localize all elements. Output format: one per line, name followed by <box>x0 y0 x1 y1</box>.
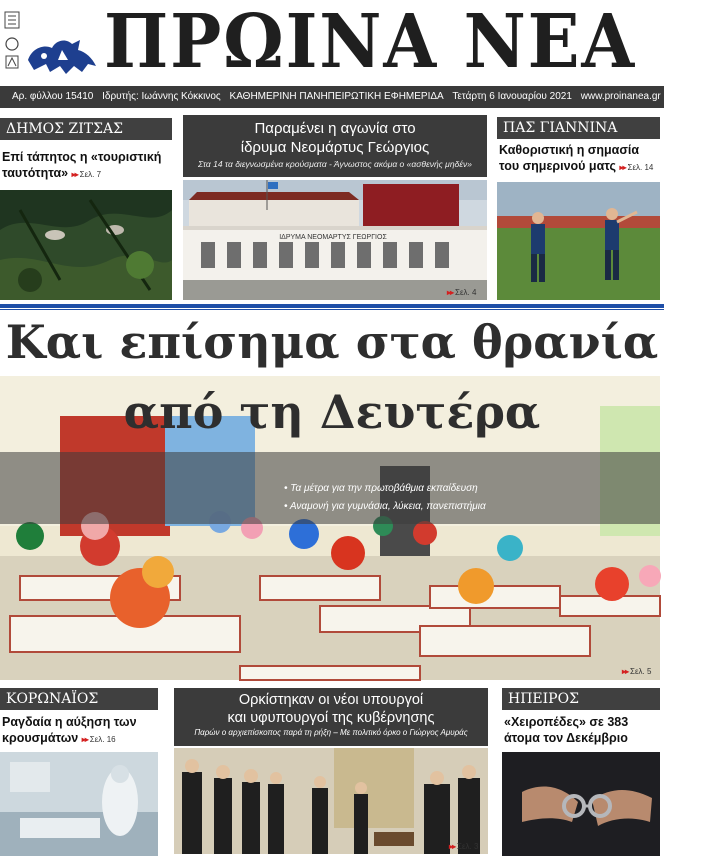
story-header-neomartys[interactable] <box>183 115 487 177</box>
bullet-item: • Τα μέτρα για την πρωτοβάθμια εκπαίδευση <box>284 480 584 498</box>
photo-swearing-in <box>174 748 488 854</box>
headline-line-1: Παραμένει η αγωνία στο <box>254 120 416 137</box>
masthead-info-bar <box>0 86 695 108</box>
page-ref: ▸▸ Σελ. 7 <box>71 170 102 179</box>
divider-rule <box>0 304 664 308</box>
page-ref-neomartys: ▸▸ Σελ. 4 <box>447 288 477 297</box>
photo-neomartys-building <box>183 180 487 300</box>
story-headline-pas[interactable] <box>499 142 662 176</box>
story-headline-zitsa[interactable] <box>2 149 172 183</box>
page-ref: ▸▸ Σελ. 14 <box>619 163 654 172</box>
story-subhead: Στα 14 τα διεγνωσμένα κρούσματα - Άγνωστος ακόμα ο «ασθενής μηδέν» <box>198 159 472 169</box>
photo-zitsa-aerial <box>0 190 172 300</box>
main-headline-line-2: από τη Δευτέρα <box>123 385 541 439</box>
tagline: ΚΑΘΗΜΕΡΙΝΗ ΠΑΝΗΠΕΙΡΩΤΙΚΗ ΕΦΗΜΕΡΙΔΑ <box>229 91 444 102</box>
newspaper-emblem <box>4 10 20 72</box>
headline-text: «Χειροπέδες» σε 383 άτομα τον Δεκέμβριο <box>504 715 629 745</box>
page-ref-ministers: ▸▸ Σελ. 3 <box>449 842 479 851</box>
section-label-coronavirus: ΚΟΡΩΝΑΪΟΣ <box>0 688 158 710</box>
photo-hospital-icu <box>0 752 158 856</box>
headline-line-2: και υφυπουργοί της κυβέρνησης <box>227 710 435 726</box>
price: €0,50 <box>669 91 695 102</box>
main-story-bullets <box>284 480 584 516</box>
section-label-pas-giannina: ΠΑΣ ΓΙΑΝΝΙΝΑ <box>497 117 660 139</box>
story-headline-coronavirus[interactable] <box>2 714 160 748</box>
headline-text: Καθοριστική η σημασία του σημερινού ματς <box>499 143 640 173</box>
story-header-ministers[interactable] <box>174 688 488 746</box>
photo-football-players <box>497 182 660 300</box>
section-label-zitsa: ΔΗΜΟΣ ΖΙΤΣΑΣ <box>0 118 172 140</box>
rooster-bull-logo-icon <box>22 30 104 80</box>
founder: Ιδρυτής: Ιωάννης Κόκκινος <box>102 91 221 102</box>
headline-line-2: ίδρυμα Νεομάρτυς Γεώργιος <box>240 139 430 156</box>
website-link[interactable]: www.proinanea.gr <box>580 91 661 102</box>
page-ref: ▸▸ Σελ. 16 <box>81 735 116 744</box>
page-ref-main: ▸▸ Σελ. 5 <box>622 667 652 676</box>
headline-text: Ραγδαία η αύξηση των κρουσμάτων <box>2 715 137 745</box>
issue-number: Αρ. φύλλου 15410 <box>12 91 94 102</box>
building-sign: ΙΔΡΥΜΑ ΝΕΟΜΑΡΤΥΣ ΓΕΩΡΓΙΟΣ <box>279 234 387 241</box>
story-subhead: Παρών ο αρχιεπίσκοπος παρά τη ρήξη – Με πολιτικό όρκο ο Γιώργος Αμυράς <box>194 728 468 737</box>
section-label-epirus: ΗΠΕΙΡΟΣ <box>502 688 660 710</box>
headline-line-1: Ορκίστηκαν οι νέοι υπουργοί <box>238 692 424 708</box>
masthead-title: ΠΡΩΙΝΑ ΝΕΑ <box>104 0 637 85</box>
issue-date: Τετάρτη 6 Ιανουαρίου 2021 <box>452 91 572 102</box>
photo-handcuffs <box>502 752 660 856</box>
headline-text: Επί τάπητος η «τουριστική ταυτότητα» <box>2 150 162 180</box>
bullet-item: • Αναμονή για γυμνάσια, λύκεια, πανεπιστήμια <box>284 498 584 516</box>
main-headline-line-1: Και επίσημα στα θρανία <box>5 315 659 369</box>
